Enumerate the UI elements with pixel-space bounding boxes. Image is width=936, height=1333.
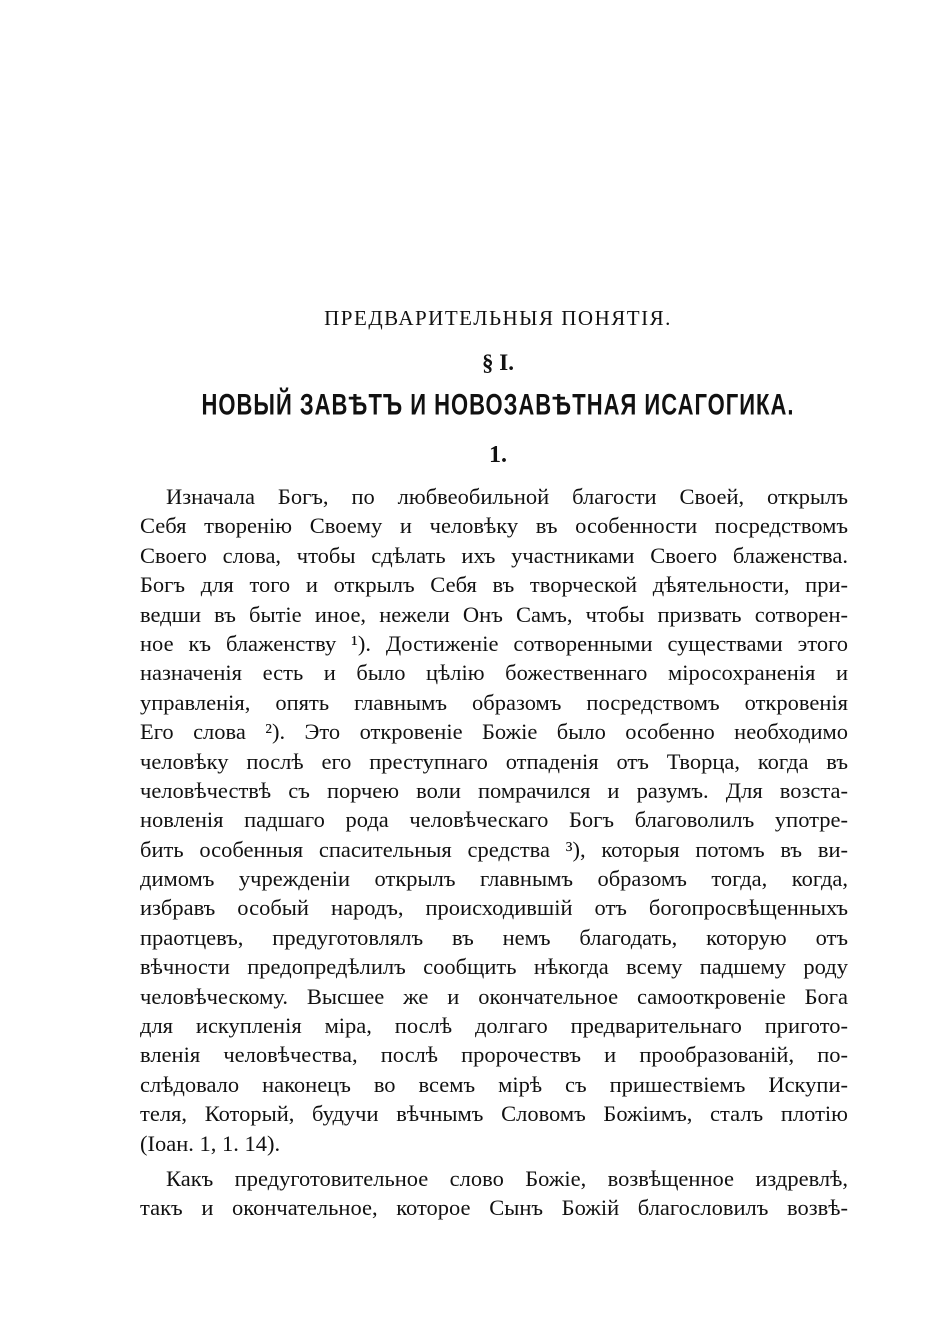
text-line: Какъ предуготовительное слово Божіе, возвѣщенное издревлѣ, bbox=[166, 1165, 848, 1191]
text-line: димомъ учрежденіи открылъ главнымъ образомъ тогда, когда, bbox=[140, 866, 848, 892]
paragraph bbox=[140, 1164, 848, 1223]
text-line: человѣческому. Высшее же и окончательное самооткровеніе Бога bbox=[140, 983, 848, 1009]
text-line: новленія падшаго рода человѣческаго Богъ благоволилъ употре- bbox=[140, 807, 848, 833]
text-line: избравъ особый народъ, происходившій отъ богопросвѣщенныхъ bbox=[140, 895, 848, 921]
text-line: назначенія есть и было цѣлію божественнаго міросохраненія и bbox=[140, 660, 848, 686]
text-line: вѣчности предопредѣлилъ сообщить нѣкогда всему падшему роду bbox=[140, 954, 848, 980]
text-line: такъ и окончательное, которое Сынъ Божій благословилъ возвѣ- bbox=[140, 1195, 848, 1221]
section-number: § I. bbox=[482, 350, 514, 375]
subsection-number: 1. bbox=[489, 442, 507, 468]
text-line: человѣчествѣ съ порчею воли помрачился и разумъ. Для возста- bbox=[140, 777, 848, 803]
body-text bbox=[140, 482, 848, 1223]
text-line: теля, Который, будучи вѣчнымъ Словомъ Божіимъ, сталъ плотію bbox=[140, 1101, 848, 1127]
text-line: Богъ для того и открылъ Себя въ творческой дѣятельности, при- bbox=[140, 572, 848, 598]
text-line: Изначала Богъ, по любвеобильной благости Своей, открылъ bbox=[166, 484, 848, 509]
text-line: слѣдовало наконецъ во всемъ мірѣ съ пришествіемъ Искупи- bbox=[140, 1071, 848, 1097]
text-line: управленія, опять главнымъ образомъ посредствомъ откровенія bbox=[140, 689, 848, 715]
text-line: Своего слова, чтобы сдѣлать ихъ участниками Своего блаженства. bbox=[140, 542, 848, 568]
chapter-pretitle: ПРЕДВАРИТЕЛЬНЫЯ ПОНЯТІЯ. bbox=[324, 306, 672, 330]
section-title: НОВЫЙ ЗАВѢТЪ И НОВОЗАВѢТНАЯ ИСАГОГИКА. bbox=[201, 387, 795, 422]
text-line: праотцевъ, предуготовлялъ въ немъ благодать, которую отъ bbox=[140, 924, 848, 950]
paragraph bbox=[140, 482, 848, 1158]
text-line: ное къ блаженству ¹). Достиженіе сотворенными существами этого bbox=[140, 630, 848, 656]
text-line: (Іоан. 1, 1. 14). bbox=[140, 1130, 281, 1156]
text-line: ведши въ бытіе иное, нежели Онъ Самъ, чтобы призвать сотворен- bbox=[140, 601, 848, 627]
text-line: Его слова ²). Это откровеніе Божіе было особенно необходимо bbox=[140, 719, 848, 745]
text-line: вленія человѣчества, послѣ пророчествъ и прообразованій, по- bbox=[140, 1042, 848, 1068]
text-line: бить особенныя спасительныя средства ³), которыя потомъ въ ви- bbox=[140, 836, 848, 862]
text-line: Себя творенію Своему и человѣку въ особенности посредствомъ bbox=[140, 513, 848, 539]
text-line: для искупленія міра, послѣ долгаго предварительнаго пригото- bbox=[140, 1013, 848, 1039]
text-line: человѣку послѣ его преступнаго отпаденія отъ Творца, когда въ bbox=[140, 748, 848, 774]
